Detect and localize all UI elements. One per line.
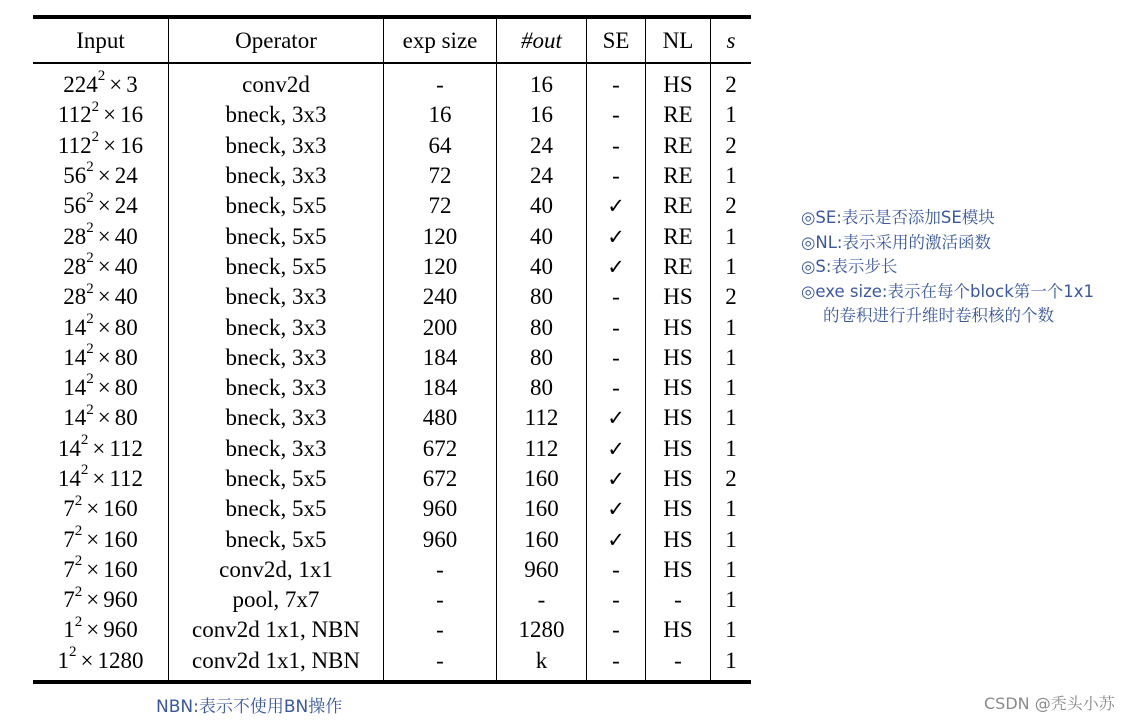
cell-out: k (497, 646, 587, 682)
cell-nl: HS (646, 63, 711, 100)
times-sign: × (86, 587, 100, 613)
cell-operator: bneck, 5x5 (169, 252, 384, 282)
cell-operator: bneck, 3x3 (169, 373, 384, 403)
input-base: 56 (63, 193, 87, 219)
input-channels: 960 (103, 617, 138, 643)
table-row (33, 191, 751, 221)
table-row (33, 282, 751, 312)
cell-out: 16 (497, 63, 587, 100)
input-exponent: 2 (74, 613, 83, 630)
input-exponent: 2 (74, 553, 83, 570)
times-sign: × (97, 344, 111, 370)
cell-input (33, 585, 169, 615)
cell-se: - (587, 585, 646, 615)
cell-out: 40 (497, 221, 587, 251)
cell-exp-size: - (384, 63, 497, 100)
cell-out: 80 (497, 373, 587, 403)
cell-se: ✓ (587, 494, 646, 524)
input-channels: 80 (114, 344, 138, 370)
times-sign: × (109, 72, 123, 98)
cell-nl: - (646, 646, 711, 682)
table-row (33, 161, 751, 191)
cell-exp-size: 120 (384, 252, 497, 282)
cell-exp-size: 120 (384, 221, 497, 251)
cell-input (33, 131, 169, 161)
cell-out: 112 (497, 403, 587, 433)
cell-operator: bneck, 5x5 (169, 191, 384, 221)
cell-out: - (497, 585, 587, 615)
cell-s: 1 (725, 587, 737, 613)
table-row (33, 403, 751, 433)
times-sign: × (86, 526, 100, 552)
cell-s: 2 (725, 193, 737, 219)
cell-se: - (587, 63, 646, 100)
cell-input (33, 403, 169, 433)
input-base: 224 (63, 72, 98, 98)
input-exponent: 2 (74, 522, 83, 539)
header-input: Input (33, 17, 169, 63)
cell-se: - (587, 373, 646, 403)
input-exponent: 2 (86, 371, 94, 388)
cell-s: 1 (725, 223, 737, 249)
input-channels: 24 (114, 193, 138, 219)
cell-s: 2 (725, 466, 737, 491)
header-out: #out (497, 17, 587, 63)
input-channels: 24 (114, 163, 138, 189)
cell-exp-size: 64 (384, 131, 497, 161)
cell-input (33, 343, 169, 373)
cell-operator: conv2d (169, 63, 384, 100)
cell-se: - (587, 646, 646, 682)
cell-exp-size: 184 (384, 373, 497, 403)
input-channels: 40 (114, 253, 138, 279)
cell-exp-size: 184 (384, 343, 497, 373)
cell-s: 1 (725, 163, 737, 189)
header-operator: Operator (169, 17, 384, 63)
cell-nl: HS (646, 555, 711, 585)
cell-out: 160 (497, 524, 587, 554)
input-channels: 160 (103, 526, 138, 552)
table-row (33, 555, 751, 585)
input-base: 28 (63, 253, 87, 279)
input-channels: 16 (120, 102, 144, 128)
cell-s: 1 (725, 617, 737, 643)
times-sign: × (103, 102, 117, 128)
input-base: 112 (57, 132, 92, 158)
cell-exp-size: 960 (384, 524, 497, 554)
input-channels: 40 (114, 284, 138, 310)
input-exponent: 2 (86, 401, 94, 418)
cell-s: 1 (725, 647, 737, 673)
cell-operator: bneck, 3x3 (169, 403, 384, 433)
input-exponent: 2 (86, 310, 94, 327)
cell-out: 16 (497, 100, 587, 130)
input-exponent: 2 (86, 159, 94, 176)
cell-exp-size: 72 (384, 161, 497, 191)
times-sign: × (97, 405, 111, 431)
table-row (33, 63, 751, 100)
input-base: 28 (63, 223, 87, 249)
times-sign: × (103, 132, 117, 158)
times-sign: × (80, 647, 94, 673)
cell-input (33, 646, 169, 682)
cell-nl: RE (646, 100, 711, 130)
table-row (33, 524, 751, 554)
cell-out: 80 (497, 312, 587, 342)
cell-out: 24 (497, 131, 587, 161)
cell-operator: bneck, 3x3 (169, 343, 384, 373)
cell-nl: RE (646, 131, 711, 161)
table-row (33, 585, 751, 615)
cell-s: 1 (725, 314, 737, 340)
cell-input (33, 524, 169, 554)
cell-input (33, 100, 169, 130)
table-row (33, 464, 751, 494)
input-base: 1 (57, 647, 69, 673)
input-channels: 112 (109, 466, 144, 491)
cell-input (33, 191, 169, 221)
input-exponent: 2 (74, 583, 83, 600)
cell-exp-size: - (384, 646, 497, 682)
cell-nl: HS (646, 615, 711, 645)
input-base: 14 (57, 466, 81, 491)
cell-operator: bneck, 5x5 (169, 464, 384, 494)
cell-input (33, 494, 169, 524)
cell-se: - (587, 161, 646, 191)
note-nl: ◎NL:表示采用的激活函数 (801, 232, 991, 252)
input-base: 56 (63, 163, 87, 189)
input-base: 112 (57, 102, 92, 128)
input-channels: 160 (103, 556, 138, 582)
cell-se: - (587, 555, 646, 585)
cell-out: 40 (497, 252, 587, 282)
table-row (33, 100, 751, 130)
cell-s: 2 (725, 284, 737, 310)
cell-nl: HS (646, 373, 711, 403)
table-row (33, 646, 751, 682)
table-row (33, 221, 751, 251)
header-nl: NL (646, 17, 711, 63)
cell-s: 1 (725, 435, 737, 461)
times-sign: × (86, 556, 100, 582)
csdn-watermark: CSDN @秃头小苏 (984, 694, 1115, 713)
cell-se: - (587, 100, 646, 130)
cell-operator: bneck, 3x3 (169, 282, 384, 312)
table-row (33, 615, 751, 645)
cell-exp-size: 960 (384, 494, 497, 524)
cell-input (33, 312, 169, 342)
cell-input (33, 464, 169, 494)
cell-exp-size: - (384, 555, 497, 585)
cell-se: - (587, 343, 646, 373)
cell-input (33, 615, 169, 645)
table-body (33, 63, 751, 682)
cell-out: 80 (497, 343, 587, 373)
times-sign: × (97, 314, 111, 340)
times-sign: × (92, 466, 106, 491)
cell-s: 2 (725, 132, 737, 158)
cell-exp-size: 72 (384, 191, 497, 221)
cell-nl: HS (646, 464, 711, 494)
times-sign: × (97, 193, 111, 219)
table-row (33, 373, 751, 403)
cell-se: ✓ (587, 221, 646, 251)
cell-operator: bneck, 5x5 (169, 494, 384, 524)
input-channels: 160 (103, 496, 138, 522)
cell-exp-size: 672 (384, 434, 497, 464)
table-row (33, 494, 751, 524)
input-exponent: 2 (69, 644, 77, 661)
cell-operator: bneck, 5x5 (169, 221, 384, 251)
note-exp-size: ◎exe size:表示在每个block第一个1x1 (801, 281, 1095, 301)
cell-exp-size: - (384, 585, 497, 615)
input-exponent: 2 (74, 492, 83, 509)
input-base: 7 (63, 526, 75, 552)
cell-nl: HS (646, 524, 711, 554)
cell-exp-size: 480 (384, 403, 497, 433)
table-row (33, 312, 751, 342)
table-header-row (33, 17, 751, 63)
cell-nl: HS (646, 494, 711, 524)
cell-se: ✓ (587, 191, 646, 221)
table-row (33, 131, 751, 161)
cell-out: 112 (497, 434, 587, 464)
cell-operator: conv2d 1x1, NBN (169, 646, 384, 682)
cell-nl: HS (646, 403, 711, 433)
cell-out: 24 (497, 161, 587, 191)
times-sign: × (97, 163, 111, 189)
cell-nl: - (646, 585, 711, 615)
cell-operator: bneck, 3x3 (169, 131, 384, 161)
input-channels: 960 (103, 587, 138, 613)
times-sign: × (92, 435, 106, 461)
note-se: ◎SE:表示是否添加SE模块 (801, 208, 995, 227)
cell-s: 1 (725, 405, 737, 431)
cell-nl: RE (646, 221, 711, 251)
cell-operator: conv2d, 1x1 (169, 555, 384, 585)
cell-se: - (587, 131, 646, 161)
cell-nl: RE (646, 161, 711, 191)
times-sign: × (97, 375, 111, 401)
cell-operator: conv2d 1x1, NBN (169, 615, 384, 645)
input-exponent: 2 (91, 98, 100, 115)
input-exponent: 2 (97, 68, 106, 85)
input-base: 14 (63, 405, 87, 431)
input-channels: 80 (114, 375, 138, 401)
input-exponent: 2 (86, 189, 94, 206)
cell-s: 1 (725, 375, 737, 401)
cell-input (33, 434, 169, 464)
input-channels: 80 (114, 405, 138, 431)
input-channels: 1280 (97, 647, 144, 673)
cell-exp-size: 672 (384, 464, 497, 494)
cell-se: - (587, 282, 646, 312)
times-sign: × (86, 617, 100, 643)
nbn-note: NBN:表示不使用BN操作 (156, 697, 343, 717)
input-channels: 16 (120, 132, 144, 158)
cell-s: 1 (725, 344, 737, 370)
cell-out: 160 (497, 494, 587, 524)
input-base: 28 (63, 284, 87, 310)
cell-operator: bneck, 3x3 (169, 434, 384, 464)
table-row (33, 434, 751, 464)
cell-exp-size: 200 (384, 312, 497, 342)
cell-s: 1 (725, 253, 737, 279)
input-base: 1 (63, 617, 75, 643)
times-sign: × (97, 284, 111, 310)
cell-se: - (587, 312, 646, 342)
architecture-table (33, 15, 751, 684)
input-exponent: 2 (80, 462, 89, 479)
table-row (33, 343, 751, 373)
cell-se: ✓ (587, 464, 646, 494)
input-exponent: 2 (80, 432, 89, 449)
cell-input (33, 252, 169, 282)
times-sign: × (86, 496, 100, 522)
header-exp-size: exp size (384, 17, 497, 63)
cell-se: - (587, 615, 646, 645)
cell-out: 960 (497, 555, 587, 585)
note-exp-size-cont: 的卷积进行升维时卷积核的个数 (823, 306, 1054, 325)
notes-block (801, 206, 1094, 329)
input-base: 7 (63, 496, 75, 522)
cell-exp-size: 240 (384, 282, 497, 312)
cell-nl: HS (646, 282, 711, 312)
cell-out: 80 (497, 282, 587, 312)
input-base: 14 (63, 375, 87, 401)
input-exponent: 2 (86, 250, 94, 267)
input-channels: 3 (126, 72, 138, 98)
input-exponent: 2 (86, 280, 94, 297)
cell-nl: HS (646, 343, 711, 373)
cell-operator: bneck, 3x3 (169, 100, 384, 130)
input-channels: 80 (114, 314, 138, 340)
cell-input (33, 161, 169, 191)
cell-s: 1 (725, 496, 737, 522)
cell-exp-size: - (384, 615, 497, 645)
cell-out: 160 (497, 464, 587, 494)
times-sign: × (97, 223, 111, 249)
input-base: 7 (63, 556, 75, 582)
cell-se: ✓ (587, 403, 646, 433)
cell-out: 1280 (497, 615, 587, 645)
cell-nl: HS (646, 434, 711, 464)
cell-operator: bneck, 3x3 (169, 161, 384, 191)
input-exponent: 2 (86, 219, 94, 236)
input-channels: 40 (114, 223, 138, 249)
note-s: ◎S:表示步长 (801, 257, 898, 276)
input-exponent: 2 (91, 129, 100, 146)
cell-nl: RE (646, 252, 711, 282)
input-base: 14 (63, 314, 87, 340)
cell-se: ✓ (587, 252, 646, 282)
cell-input (33, 221, 169, 251)
cell-nl: HS (646, 312, 711, 342)
header-se: SE (587, 17, 646, 63)
cell-se: ✓ (587, 524, 646, 554)
header-s: s (726, 27, 736, 53)
cell-input (33, 63, 169, 100)
cell-operator: bneck, 3x3 (169, 312, 384, 342)
input-channels: 112 (109, 435, 144, 461)
times-sign: × (97, 253, 111, 279)
cell-exp-size: 16 (384, 100, 497, 130)
cell-out: 40 (497, 191, 587, 221)
table-row (33, 252, 751, 282)
cell-s: 1 (725, 526, 737, 552)
input-base: 7 (63, 587, 75, 613)
input-base: 14 (57, 435, 81, 461)
cell-s: 2 (725, 72, 737, 98)
cell-nl: RE (646, 191, 711, 221)
input-exponent: 2 (86, 341, 94, 358)
cell-input (33, 282, 169, 312)
input-base: 14 (63, 344, 87, 370)
cell-s: 1 (725, 556, 737, 582)
cell-s: 1 (725, 102, 737, 128)
cell-operator: pool, 7x7 (169, 585, 384, 615)
cell-input (33, 373, 169, 403)
cell-se: ✓ (587, 434, 646, 464)
cell-input (33, 555, 169, 585)
cell-operator: bneck, 5x5 (169, 524, 384, 554)
